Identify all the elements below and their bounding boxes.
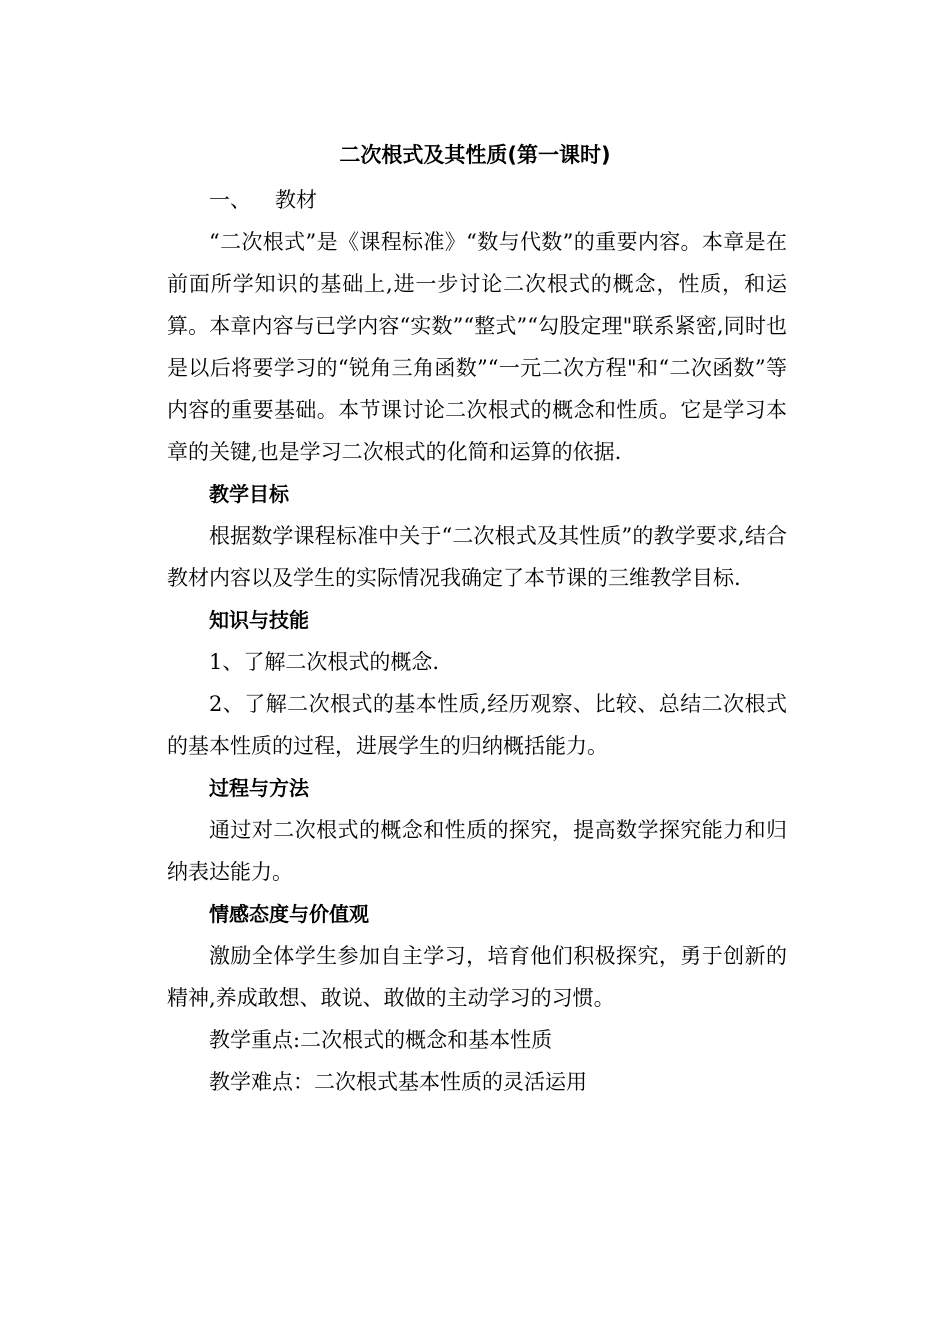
teaching-key-point: 教学重点:二次根式的概念和基本性质: [209, 1028, 553, 1052]
intro-paragraph: “二次根式”是《课程标准》“数与代数”的重要内容。本章是在前面所学知识的基础上,进一步讨论二次根式的概念，性质，和运算。本章内容与已学内容“实数”“整式”“勾股定理"联系紧密,同时也是以后将要学习的“锐角三角函数”“一元二次方程"和“二次函数”等内容的重要基础。本节课讨论二次根式的概念和性质。它是学习本章的关键,也是学习二次根式的化简和运算的依据.: [167, 230, 787, 464]
document-title: 二次根式及其性质(第一课时): [339, 143, 611, 167]
knowledge-skills-heading: 知识与技能: [209, 608, 309, 632]
document-body: [167, 179, 787, 1103]
knowledge-item-1: 1、了解二次根式的概念.: [209, 650, 440, 674]
process-methods-heading: 过程与方法: [209, 776, 309, 800]
teaching-goals-heading: 教学目标: [209, 482, 289, 506]
teaching-goals-paragraph: 根据数学课程标准中关于“二次根式及其性质”的教学要求,结合教材内容以及学生的实际情况我确定了本节课的三维教学目标.: [167, 524, 787, 590]
knowledge-item-2: 2、了解二次根式的基本性质,经历观察、比较、总结二次根式的基本性质的过程，进展学生的归纳概括能力。: [167, 692, 787, 758]
attitude-values-heading: 情感态度与价值观: [209, 902, 369, 926]
section-number: 一、: [209, 188, 251, 212]
attitude-values-paragraph: 激励全体学生参加自主学习，培育他们积极探究，勇于创新的精神,养成敢想、敢说、敢做的主动学习的习惯。: [167, 944, 787, 1010]
process-methods-paragraph: 通过对二次根式的概念和性质的探究，提高数学探究能力和归纳表达能力。: [167, 818, 787, 884]
section-heading-textbook: [167, 179, 787, 221]
section-label: 教材: [275, 188, 317, 212]
teaching-difficult-point: 教学难点：二次根式基本性质的灵活运用: [209, 1070, 587, 1094]
